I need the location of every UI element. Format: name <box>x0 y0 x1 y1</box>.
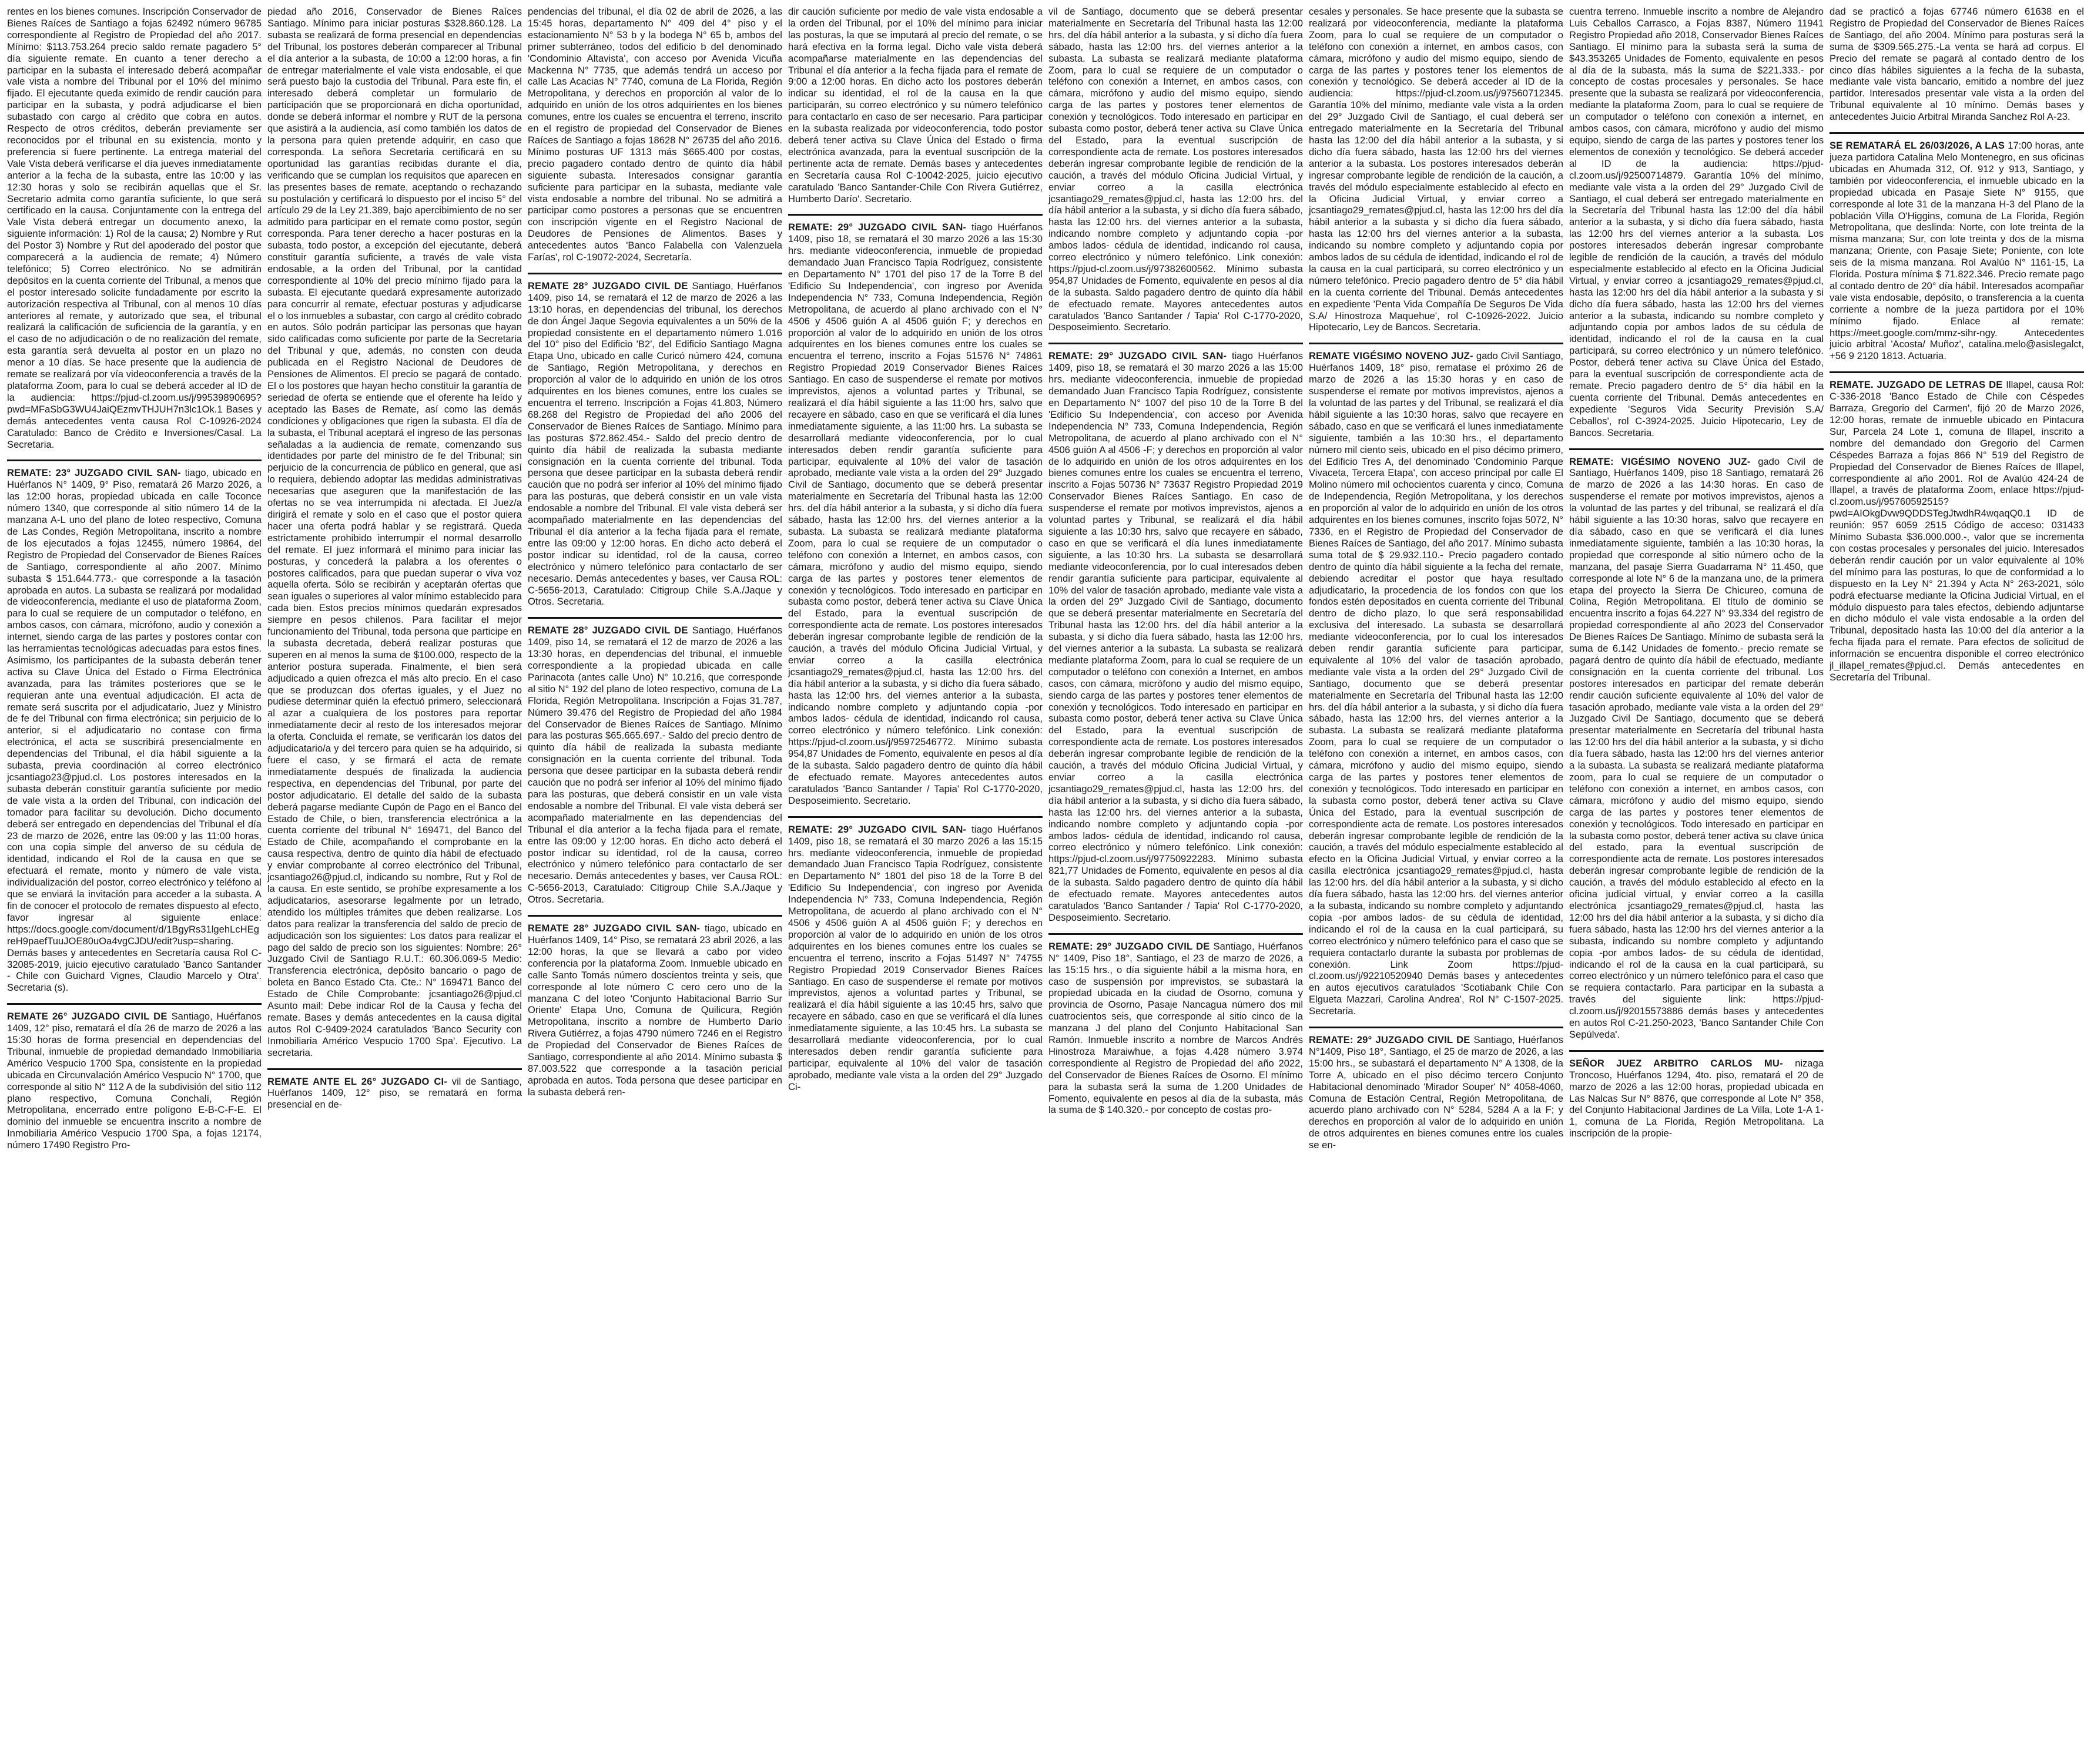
notice-divider <box>1830 132 2084 134</box>
notice-text <box>1309 350 1563 1017</box>
column-5 <box>1048 6 1303 1763</box>
notice-text <box>1830 140 2084 362</box>
notice-text <box>528 6 782 263</box>
auction-notice <box>788 214 1043 806</box>
column-4 <box>788 6 1043 1763</box>
auction-notice <box>267 1068 522 1111</box>
notice-heading: REMATE: 29° JUZGADO CIVIL SAN- <box>788 222 971 233</box>
column-2 <box>267 6 522 1763</box>
notice-divider <box>267 1068 522 1070</box>
notice-text <box>1309 1034 1563 1151</box>
auction-notice <box>1048 933 1303 1116</box>
auction-notice <box>1569 448 1824 1041</box>
auction-notice <box>528 617 782 906</box>
notice-text <box>1830 379 2084 683</box>
notice-divider <box>528 617 782 619</box>
column-1 <box>7 6 262 1763</box>
notice-divider <box>528 915 782 917</box>
notice-heading: REMATE: 23° JUZGADO CIVIL SAN- <box>7 467 185 479</box>
notice-text <box>788 222 1043 806</box>
notice-heading: SEÑOR JUEZ ARBITRO CARLOS MU- <box>1569 1057 1795 1069</box>
column-8 <box>1830 6 2084 1763</box>
notice-body: nizaga Troncoso, Huérfanos 1294, 4to. piso, rematará el 20 de marzo de 2026 a las 12:00 horas, propiedad ubicada en Las Nalcas Sur N° 8876, que corresponde al Lote N° 358, del Conjunto Habitacional Jardines de La Villa, Lote 1-A 1-1, comuna de La Florida, Región Metropolitana. La inscripción de la propie- <box>1569 1057 1824 1139</box>
auction-notice <box>528 915 782 1098</box>
notice-heading: REMATE ANTE EL 26° JUZGADO CI- <box>267 1075 452 1087</box>
notice-divider <box>1048 933 1303 935</box>
notice-text <box>7 467 262 994</box>
notice-text <box>1830 6 2084 123</box>
notice-body: Santiago, Huérfanos 1409, piso 14, se rematará el 12 de marzo de 2026 a las 13:10 horas, en dependencias del tribunal, los derechos de don Ángel Jaque Segovia equivalentes a un 50% de la propiedad consistente en el departamento número 1.016 del 10° piso del Edificio 'B2', del Edificio Santiago Magna Etapa Uno, ubicado en calle Curicó número 424, comuna de Santiago, Región Metropolitana, y derechos en proporción al valor de lo adquirido en unión de los otros adquirentes en los bienes comunes, entre los cuales se encuentra el terreno. Inscripción a Fojas 41.803, Número 68.268 del Registro de Propiedad del año 2006 del Conservador de Bienes Raíces de Santiago. Mínimo para las posturas $72.862.454.- Saldo del precio dentro de quinto día hábil de realizada la subasta mediante consignación en la cuenta corriente del tribunal. Toda persona que desee participar en la subasta deberá rendir caución que no podrá ser inferior al 10% del mínimo fijado para las posturas, que deberá consistir en un vale vista endosable a nombre del Tribunal. El vale vista deberá ser acompañado materialmente en las dependencias del Tribunal el día anterior a la fecha fijada para el remate, entre las 09:00 y 12:00 horas. En dicho acto deberá el postor indicar su identidad, rol de la causa, correo electrónico y número telefónico para contactarlo de ser necesario. Demás antecedentes y bases, ver Causa ROL: C-5656-2013, Caratulado: Citigroup Chile S.A./Jaque y Otros. Secretaria. <box>528 280 782 608</box>
auction-notice <box>788 816 1043 1093</box>
notice-heading: REMATE: 29° JUZGADO CIVIL SAN- <box>1048 350 1232 362</box>
auction-notice <box>7 460 262 994</box>
auction-notice <box>1569 6 1824 439</box>
notice-divider <box>788 214 1043 216</box>
notice-text <box>1048 6 1303 333</box>
notice-body: tiago Huérfanos 1409, piso 18, se rematará el 30 marzo 2026 a las 15:15 hrs. mediante videoconferencia, inmueble de propiedad demandado Juan Francisco Tapia Rodríguez, consistente en Departamento N° 1801 del piso 18 de la Torre B del 'Edificio Su Independencia', con ingreso por Avenida Independencia N° 733, Comuna Independencia, Región Metropolitana, de acuerdo al plano archivado con el N° 4506 y 4506 guión A al 4506 guión F; y derechos en proporción al valor de lo adquirido en unión de los otros adquirentes en los bienes comunes entre los cuales se encuentra el terreno, inscrito a Fojas 51497 N° 74755 Registro Propiedad 2019 Conservador Bienes Raíces Santiago. En caso de suspenderse el remate por motivos imprevistos, ajenos a voluntad partes y Tribunal, se realizará el día hábil siguiente a las 10:45 hrs, salvo que recayere en sábado, caso en que se verificará el día lunes inmediatamente siguiente, a las 10:45 hrs. La subasta se desarrollará mediante videoconferencia, por lo cual interesados deben rendir garantía suficiente para participar, equivalente al 10% del valor de tasación aprobado, mediante vale vista a la orden del 29° Juzgado Ci- <box>788 823 1043 1092</box>
auction-notice <box>1048 6 1303 333</box>
auction-notice <box>788 6 1043 204</box>
notice-divider <box>7 460 262 461</box>
notice-heading: REMATE 26° JUZGADO CIVIL DE <box>7 1011 172 1022</box>
notice-text <box>267 1076 522 1111</box>
notice-body: cesales y personales. Se hace presente que la subasta se realizará por videoconferencia, mediante la plataforma Zoom, para lo cual se requiere de un computador o teléfono con conexión a internet, en ambos casos, con cámara, micrófono y audio del mismo equipo, siendo de carga de las partes y postores tener los elementos de conexión y tecnológico. Se deberá acceder al ID de la audiencia: https://pjud-cl.zoom.us/j/97560712345. Garantía 10% del mínimo, mediante vale vista a la orden del 29° Juzgado Civil de Santiago, el cual deberá ser entregado materialmente en la Secretaría del Tribunal hasta las 12:00 del día hábil anterior a la subasta, y si dicho día fuera sábado, hasta las 12:00 hrs del viernes anterior a la subasta. Los postores interesados deberán ingresar comprobante legible de rendición de la caución, a través del módulo especialmente establecido al efecto en la Oficina Judicial Virtual, y enviar correo a jcsantiago29_remates@pjud.cl, hasta las 12:00 hrs del día hábil anterior a la subasta y si dicho día fuera sábado, hasta las 12:00 hrs del viernes anterior a la subasta, indicando su nombre completo y adjuntando copia por ambos lados de su cédula de identidad, indicando el rol de la causa en la cual participará, su correo electrónico y un número telefónico. Precio pagadero dentro de 5° día hábil en la cuenta corriente del Tribunal. Demás antecedentes en expediente 'Penta Vida Compañía De Seguros De Vida S.A/ Hinostroza Maquehue', rol C-10926-2022. Juicio Hipotecario, Ley de Bancos. Secretaria. <box>1309 6 1563 333</box>
auction-notice <box>267 6 522 1059</box>
auction-notice <box>528 273 782 608</box>
auction-notice <box>1830 371 2084 683</box>
notice-body: tiago, ubicado en Huérfanos 1409, 14° Piso, se rematará 23 abril 2026, a las 12:00 horas, la que se llevará a cabo por video conferencia por la plataforma Zoom. Inmueble ubicado en calle Santo Tomás número doscientos treinta y seis, que corresponde al lote número C cero cero uno de la manzana C del loteo 'Conjunto Habitacional Barrio Sur Oriente' Etapa Uno, Comuna de Quilicura, Región Metropolitana, inscrito a nombre de Humberto Darío Rivera Gutiérrez, a fojas 4790 número 7246 en el Registro de Propiedad del Conservador de Bienes Raíces de Santiago, correspondiente al año 2014. Mínimo subasta $ 87.003.522 que corresponde a la tasación pericial aprobada en autos. Toda persona que desee participar en la subasta deberá ren- <box>528 923 782 1098</box>
notice-body: vil de Santiago, Huérfanos 1409, 12° piso, se rematará en forma presencial en de- <box>267 1075 522 1111</box>
auction-notice <box>1569 1050 1824 1139</box>
notice-divider <box>7 1003 262 1005</box>
notice-heading: REMATE: 29° JUZGADO CIVIL DE <box>1309 1034 1474 1046</box>
auction-notice <box>1309 6 1563 333</box>
notice-text <box>7 6 262 450</box>
notice-body: gado Civil Santiago, Huérfanos 1409, 18° piso, rematase el próximo 26 de marzo de 2026 a las 15:30 horas y en caso de suspenderse el remate por motivos imprevistos, ajenos a la voluntad de las partes y del Tribunal, se realizará el día hábil siguiente a las 10:30 horas, salvo que recayere en sábado, caso en que se verificará el lunes inmediatamente siguiente, también a las 10:30 hrs., el departamento número mil ciento seis, ubicado en el piso décimo primero, del Edificio Tres A, del denominado 'Condominio Parque Vivaceta, Tercera Etapa', con acceso principal por calle El Molino número mil ochocientos cuarenta y cinco, Comuna de Independencia, Región Metropolitana, y los derechos en proporción al valor de lo adquirido en unión de los otros adquirentes en los bienes comunes, inscrito fojas 5072, N° 7336, en el Registro de Propiedad del Conservador de Bienes Raíces de Santiago, del año 2017. Mínimo subasta suma total de $ 29.932.110.- Precio pagadero contado dentro de quinto día hábil siguiente a la fecha del remate, debiendo acreditar el postor que haya resultado adjudicatario, la procedencia de los fondos con que los fondos estén depositados en cuenta corriente del Tribunal dentro de dicho plazo, lo que será responsabilidad exclusiva del interesado. La subasta se desarrollará mediante videoconferencia, por lo cual los interesados deben rendir garantía suficiente para participar, equivalente al 10% del valor de tasación aprobado, mediante vale vista a la orden del 29° Juzgado Civil de Santiago, documento que se deberá presentar materialmente en Secretaría del Tribunal hasta las 12:00 hrs. del día hábil anterior a la subasta, y si dicho día fuera sábado, hasta las 12:00 hrs. del viernes anterior a la subasta. La subasta se realizará mediante plataforma Zoom, para lo cual se requiere de un computador o teléfono con conexión a internet, en ambos casos, con cámara, micrófono y audio del mismo equipo, siendo carga de las partes y postores tener elementos de conexión y tecnológicos. Todo interesado en participar en la subasta como postor, deberá tener activa su Clave Única del Estado, para la eventual suscripción de correspondiente acta de remate. Los postores interesados deberán ingresar comprobante legible de rendición de la caución, a través del módulo especialmente establecido al efecto en la Oficina Judicial Virtual, y enviar correo a la casilla electrónica jcsantiago29_remates@pjud.cl, hasta las 12:00 hrs. del día hábil anterior a la subasta, y si dicho día fuera sábado, hasta las 12:00 hrs. del viernes anterior a la subasta, indicando su nombre completo y adjuntando copia -por ambos lados- de su cédula de identidad, indicando el rol de la causa en la cual participará, su correo electrónico y número telefónico para el caso que se requiera contactarlo durante la subasta por problemas de conexión. Link Zoom https://pjud-cl.zoom.us/j/92210520940 Demás bases y antecedentes en autos ejecutivos caratulados 'Scotiabank Chile Con Elgueta Mazzari, Carolina Andrea', Rol N° C-1507-2025. Secretaria. <box>1309 350 1563 1017</box>
notice-body: Santiago, Huérfanos 1409, piso 14, se rematará el 12 de marzo de 2026 a las 13:30 horas, en dependencias del tribunal, el inmueble correspondiente a la propiedad ubicada en calle Parinacota (antes calle Uno) N° 10.216, que corresponde al sitio N° 192 del plano de loteo respectivo, comuna de La Florida, Región Metropolitana. Inscripción a Fojas 31.787, Número 39.476 del Registro de Propiedad del año 1984 del Conservador de Bienes Raíces de Santiago. Mínimo para las posturas $65.665.697.- Saldo del precio dentro de quinto día hábil de realizada la subasta mediante consignación en la cuenta corriente del tribunal. Toda persona que desee participar en la subasta deberá rendir caución que no podrá ser inferior al 10% del mínimo fijado para las posturas, que deberá consistir en un vale vista endosable a nombre del Tribunal. El vale vista deberá ser acompañado materialmente en las dependencias del Tribunal el día anterior a la fecha fijada para el remate, entre las 09:00 y 12:00 horas. En dicho acto deberá el postor indicar su identidad, rol de la causa, correo electrónico y número telefónico para contactarlo de ser necesario. Demás antecedentes y bases, ver Causa ROL: C-5656-2013, Caratulado: Citigroup Chile S.A./Jaque y Otros. Secretaria. <box>528 625 782 906</box>
column-3 <box>528 6 782 1763</box>
notice-body: gado Civil de Santiago, Huérfanos 1409, piso 18 Santiago, rematará 26 de marzo de 2026 a las 14:30 horas. En caso de suspenderse el remate por motivos imprevistos, ajenos a la voluntad de las partes y del tribunal, se realizará el día hábil siguiente a las 10:30 horas, salvo que recayere en día sábado, caso en que se verificará el día lunes inmediatamente siguiente, también a las 10:30 horas, la propiedad que corresponde al sitio número ocho de la manzana, del pasaje Sierra Guadarrama N° 11.450, que corresponde al lote N° 6 de la manzana uno, de la primera etapa del proyecto la Sierra De Chicureo, comuna de Colina, Región Metropolitana. El título de dominio se encuentra inscrito a fojas 64.227 N° 93.334 del registro de propiedad correspondiente al año 2023 del Conservador De Bienes Raíces De Santiago. Mínimo de subasta será la suma de 6.142 Unidades de fomento.- precio remate se pagará dentro de quinto día hábil de efectuado, mediante consignación en la cuenta corriente del tribunal. Los postores interesados en participar del remate deberán rendir caución suficiente equivalente al 10% del valor de tasación aprobado, mediante vale vista a la orden del 29° Juzgado Civil De Santiago, documento que se deberá presentar materialmente en Secretaría del tribunal hasta las 12:00 hrs del día hábil anterior a la subasta, y si dicho día fuera sábado, hasta las 12:00 hrs del viernes anterior a la subasta. La subasta se realizará mediante plataforma zoom, para lo cual se requiere de un computador o teléfono con conexión a internet, en ambos casos, con cámara, micrófono y audio del mismo equipo, siendo carga de las partes y postores tener elementos de conexión y tecnológicos. Todo interesado en participar en la subasta como postor, deberá tener activa su clave única del estado, para la eventual suscripción de correspondiente acta de remate. Los postores interesados deberán ingresar comprobante legible de rendición de la caución, a través del módulo establecido al efecto en la oficina judicial virtual, y enviar correo a la casilla electrónica jcsantiago29_remates@pjud.cl, hasta las 12:00 hrs del día hábil anterior a la subasta, y si dicho día fuera sábado, hasta las 12:00 hrs del viernes anterior a la subasta, indicando su nombre completo y adjuntando copia -por ambos lados- de su cédula de identidad, indicando el rol de la causa en la cual participará, su correo electrónico y un número telefónico para el caso que se requiera contactarlo. Para participar en la subasta a través del siguiente link: https://pjud-cl.zoom.us/j/92015573886 demás bases y antecedentes en autos Rol C-21.250-2023, 'Banco Santander Chile Con Sepúlveda'. <box>1569 455 1824 1040</box>
notice-heading: REMATE: VIGÉSIMO NOVENO JUZ- <box>1569 455 1758 467</box>
notice-text <box>267 6 522 1059</box>
notice-body: Santiago, Huérfanos N°1409, Piso 18°, Santiago, el 25 de marzo de 2026, a las 15:00 hrs., se subastará el departamento N° A 1308, de la Torre A, ubicado en el piso décimo tercero Conjunto Habitacional denominado 'Mirador Souper' N° 4058-4060, Comuna de Estación Central, Región Metropolitana, de acuerdo plano archivado con N° 5284, 5284 A a la F; y derechos en proporción al valor de lo adquirido en unión de otros adquirentes en bienes comunes entre los cuales se en- <box>1309 1034 1563 1151</box>
auction-notice <box>1309 343 1563 1017</box>
notice-body: cuentra terreno. Inmueble inscrito a nombre de Alejandro Luis Ceballos Carrasco, a Fojas 8387, Número 11941 Registro Propiedad año 2018, Conservador Bienes Raíces Santiago. El mínimo para la subasta será la suma de $43.353265 Unidades de Fomento, equivalente en pesos al día de la subasta, más la suma de $221.333.- por concepto de costas procesales y personales. Se hace presente que la subasta se realizará por videoconferencia, mediante la plataforma Zoom, para lo cual se requiere de un computador o teléfono con conexión a internet, en ambos casos, con cámara, micrófono y audio del mismo equipo, siendo de carga de las partes y postores tener los elementos de conexión y tecnológico. Se deberá acceder al ID de la audiencia: https://pjud-cl.zoom.us/j/92500714879. Garantía 10% del mínimo, mediante vale vista a la orden del 29° Juzgado Civil de Santiago, el cual deberá ser entregado materialmente en la Secretaría del Tribunal hasta las 12:00 del día hábil anterior a la subasta, y si dicho día fuera sábado, hasta las 12:00 hrs del viernes anterior a la subasta. Los postores interesados deberán ingresar comprobante legible de rendición de la caución, a través del módulo especialmente establecido al efecto en la Oficina Judicial Virtual, y enviar correo a jcsantiago29_remates@pjud.cl, hasta las 12:00 hrs del día hábil anterior a la subasta y si dicho día fuera sábado, hasta las 12:00 hrs del viernes anterior a la subasta, indicando su nombre completo y adjuntando copia por ambos lados de su cédula de identidad, indicando el rol de la causa en la cual participará, su correo electrónico y un número telefónico. Postor, deberá tener activa su Clave Única del Estado, para la eventual suscripción de correspondiente acta de remate. Precio pagadero dentro de 5° día hábil en la cuenta corriente del Tribunal. Demás antecedentes en expediente 'Seguros Vida Security Previsión S.A/ Ceballos', rol C-3924-2025. Juicio Hipotecario, Ley de Bancos. Secretaria. <box>1569 6 1824 438</box>
notice-text <box>1569 6 1824 439</box>
auction-notice <box>1830 132 2084 362</box>
notice-heading: REMATE 28° JUZGADO CIVIL SAN- <box>528 923 705 934</box>
notice-divider <box>1830 371 2084 373</box>
notice-heading: REMATE 28° JUZGADO CIVIL DE <box>528 280 692 291</box>
notice-text <box>528 625 782 906</box>
notice-divider <box>1569 448 1824 450</box>
notice-text <box>788 6 1043 204</box>
notice-body: tiago Huérfanos 1409, piso 18, se rematará el 30 marzo 2026 a las 15:30 hrs. mediante videoconferencia, inmueble de propiedad demandado Juan Francisco Tapia Rodríguez, consistente en Departamento N° 1701 del piso 17 de la Torre B del 'Edificio Su Independencia', con ingreso por Avenida Independencia N° 733, Comuna Independencia, Región Metropolitana, de acuerdo al plano archivado con el N° 4506 y 4506 guión A al 4506 guión F; y derechos en proporción al valor de lo adquirido en unión de los otros adquirentes en los bienes comunes entre los cuales se encuentra el terreno, inscrito a Fojas 51576 N° 74861 Registro Propiedad 2019 Conservador Bienes Raíces Santiago. En caso de suspenderse el remate por motivos imprevistos, ajenos a voluntad partes y Tribunal, se realizará el día hábil siguiente a las 11:00 hrs, salvo que recayere en sábado, caso en que se verificará el día lunes inmediatamente siguiente, a las 11:00 hrs. La subasta se desarrollará mediante videoconferencia, por lo cual interesados deben rendir garantía suficiente para participar, equivalente al 10% del valor de tasación aprobado, mediante vale vista a la orden del 29° Juzgado Civil de Santiago, documento que se deberá presentar materialmente en Secretaría del Tribunal hasta las 12:00 hrs. del día hábil anterior a la subasta, y si dicho día fuera sábado, hasta las 12:00 hrs. del viernes anterior a la subasta. La subasta se realizará mediante plataforma Zoom, para lo cual se requiere de un computador o teléfono con conexión a Internet, en ambos casos, con cámara, micrófono y audio del mismo equipo, siendo carga de las partes y postores tener elementos de conexión y tecnológicos. Todo interesado en participar en subasta como postor, deberá tener activa su Clave Única del Estado, para la eventual suscripción de correspondiente acta de remate. Los postores interesados deberán ingresar comprobante legible de rendición de la caución, a través del módulo Oficina Judicial Virtual, y enviar correo a la casilla electrónica jcsantiago29_remates@pjud.cl, hasta las 12:00 hrs. del día hábil anterior a la subasta, y si dicho día fuera sábado, hasta las 12:00 hrs. del viernes anterior a la subasta, indicando nombre completo y adjuntando copia -por ambos lados- cédula de identidad, indicando rol causa, correo electrónico y número telefónico. Link conexión: https://pjud-cl.zoom.us/j/95972546772. Mínimo subasta 954,87 Unidades de Fomento, equivalente en pesos al día de la subasta. Saldo pagadero dentro de quinto día hábil de efectuado remate. Mayores antecedentes autos caratulados 'Banco Santander / Tapia' Rol C-1770-2020, Desposeimiento. Secretario. <box>788 222 1043 806</box>
notice-heading: SE REMATARÁ EL 26/03/2026, A LAS <box>1830 140 2008 152</box>
column-6 <box>1309 6 1563 1763</box>
notice-divider <box>528 273 782 274</box>
notice-body: tiago, ubicado en Huérfanos N° 1409, 9° Piso, rematará 26 Marzo 2026, a las 12:00 horas, propiedad ubicada en calle Toconce número 1340, que corresponde al sitio número 14 de la manzana A-L uno del plano de loteo respectivo, Comuna de Las Condes, Región Metropolitana, inscrito a nombre de los ejecutados a fojas 12455, número 19864, del Registro de Propiedad del Conservador de Bienes Raíces de Santiago, correspondiente al año 2007. Mínimo subasta $ 151.644.773.- que corresponde a la tasación aprobada en autos. La subasta se realizará por modalidad de videoconferencia, mediante el uso de plataforma Zoom, para lo cual se requiere de un computador o teléfono, en ambos casos, con cámara, micrófono, audio y conexión a internet, siendo carga de las partes y postores contar con las herramientas tecnológicas adecuadas para estos fines. Asimismo, los participantes de la subasta deberán tener activa su Clave Única del Estado o Firma Electrónica avanzada, para las trámites posteriores que se le requieran ante una eventual adjudicación. El acta de remate será suscrita por el adjudicatario, Juez y Ministro de fe del Tribunal con firma electrónica; sin perjuicio de lo anterior, si el adjudicatario no contase con firma electrónica, el acta se suscribirá presencialmente en dependencias del Tribunal, el día hábil siguiente a la subasta, previa coordinación al correo electrónico jcsantiago23@pjud.cl. Los postores interesados en la subasta deberán constituir garantía suficiente por medio de vale vista a la orden del Tribunal, con indicación del tomador para facilitar su devolución. Dicho documento deberá ser entregado en dependencias del Tribunal el día 23 de marzo de 2026, entre las 09:00 y las 11:00 horas, con una copia simple del anverso de su cédula de identidad, indicando el Rol de la causa en que se efectuará el remate, monto y número de vale vista, individualización del postor, correo electrónico y teléfono al que se enviará la invitación para acceder a la subasta. A fin de conocer el protocolo de remates dispuesto al efecto, favor ingresar al siguiente enlace: https://docs.google.com/document/d/1BgyRs31lgehLcHEgreH9paefTuuJOE80uOa4vgCJDU/edit?usp=sharing. Demás bases y antecedentes en Secretaría causa Rol C-32085-2019, juicio ejecutivo caratulado 'Banco Santander - Chile con Guichard Vignes, Claudio Marcelo y Otra'. Secretaria (s). <box>7 467 262 994</box>
notice-text <box>1048 350 1303 923</box>
auction-notice <box>1309 1027 1563 1151</box>
notice-body: Illapel, causa Rol: C-336-2018 'Banco Estado de Chile con Céspedes Barraza, Gregorio del Carmen', fijó 20 de Marzo 2026, 12:00 horas, remate de inmueble ubicado en Pintacura Sur, Parcela 24 Lote 1, comuna de Illapel, inscrito a nombre del demandado don Gregorio del Carmen Céspedes Barraza a fojas 866 N° 519 del Registro de Propiedad del Conservador de Bienes Raíces de Illapel, correspondiente al año 2001. Rol de Avalúo 424-24 de Illapel, a través de plataforma Zoom, enlace https://pjud-cl.zoom.us/j/95760592515?pwd=AIOkgDvw9QDDSTegJtwdhR4wqaqQ0.1 ID de reunión: 957 6059 2515 Código de acceso: 031433 Mínimo Subasta $36.000.000.-, valor que se incrementa con costas procesales y personales del juicio. Interesados deberán rendir caución por un valor equivalente al 10% del mínimo para las posturas, lo que de conformidad a lo dispuesto en la Ley N° 21.394 y Acta N° 263-2021, sólo podrá efectuarse mediante la Oficina Judicial Virtual, en el módulo dispuesto para tales efectos, debiendo adjuntarse en dicho módulo el vale vista endosable a la orden del Tribunal, depositado hasta las 10:00 del día anterior a la fecha fijada para el remate. Para efectos de solicitud de información se encuentra disponible el correo electrónico jl_illapel_remates@pjud.cl. Demás antecedentes en Secretaría del Tribunal. <box>1830 379 2084 683</box>
notice-body: vil de Santiago, documento que se deberá presentar materialmente en Secretaría del Tribunal hasta las 12:00 hrs. del día hábil anterior a la subasta, y si dicho día fuera sábado, hasta las 12:00 hrs. del viernes anterior a la subasta. La subasta se realizará mediante plataforma Zoom, para lo cual se requiere de un computador o teléfono con conexión a Internet, en ambos casos, con cámara, micrófono y audio del mismo equipo, siendo carga de las partes y postores tener elementos de conexión y tecnológicos. Todo interesado en participar en subasta como postor, deberá tener activa su Clave Única del Estado, para la eventual suscripción de correspondiente acta de remate. Los postores interesados deberán ingresar comprobante legible de rendición de la caución, a través del módulo Oficina Judicial Virtual, y enviar correo a la casilla electrónica jcsantiago29_remates@pjud.cl, hasta las 12:00 hrs. del día hábil anterior a la subasta, y si dicho día fuera sábado, hasta las 12:00 hrs. del viernes anterior a la subasta, indicando nombre completo y adjuntando copia -por ambos lados- cédula de identidad, indicando rol causa, correo electrónico y número telefónico. Link conexión: https://pjud-cl.zoom.us/j/97382600562. Mínimo subasta 954,87 Unidades de Fomento, equivalente en pesos al día de la subasta. Saldo pagadero dentro de quinto día hábil de efectuado remate. Mayores antecedentes autos caratulados 'Banco Santander / Tapia' Rol C-1770-2020, Desposeimiento. Secretario. <box>1048 6 1303 333</box>
notice-body: 17:00 horas, ante jueza partidora Catalina Melo Montenegro, en sus oficinas ubicadas en Ahumada 312, Of. 912 y 913, Santiago, y también por videoconferencia, el inmueble ubicado en la propiedad ubicada en Pasaje Siete N° 9155, que corresponde al lote 31 de la manzana H-3 del Plano de la población Villa O'Higgins, comuna de La Florida, Región Metropolitana, que deslinda: Norte, con lote treinta de la misma manzana; Sur, con lote treinta y dos de la misma manzana; Oriente, con Pasaje Siete; Poniente, con lote seis de la misma manzana. Rol Avalúo N° 1161-15, La Florida. Postura mínima $ 71.822.346. Precio remate pago al contado dentro de 20° día hábil. Interesados acompañar vale vista endosable, depósito, o transferencia a la cuenta corriente a nombre de la jueza partidora por el 10% mínimo fijado. Enlace al remate: https://meet.google.com/mmz-sihr-ngy. Antecedentes juicio arbitral 'Acosta/ Muñoz', catalina.melo@asislegalct, +56 9 2120 1813. Actuaria. <box>1830 140 2084 362</box>
notice-body: dad se practicó a fojas 67746 número 61638 en el Registro de Propiedad del Conservador de Bienes Raíces de Santiago, del año 2004. Mínimo para posturas será la suma de $309.565.275.-La venta se hará ad corpus. El Precio del remate se pagará al contado dentro de los cinco días hábiles siguientes a la fecha de la subasta, mediante vale vista bancario, emitido a nombre del juez partidor. Interesados presentar vale vista a la orden del Tribunal equivalente al 10 mínimo. Demás bases y antecedentes Juicio Arbitral Miranda Sanchez Rol A-23. <box>1830 6 2084 123</box>
auction-notice <box>7 6 262 450</box>
notice-heading: REMATE: 29° JUZGADO CIVIL DE <box>1048 940 1214 952</box>
notice-body: rentes en los bienes comunes. Inscripción Conservador de Bienes Raíces de Santiago a fojas 62492 número 96785 correspondiente al Registro de Propiedad del año 2017. Mínimo: $113.753.264 precio saldo remate pagadero 5° día siguiente remate. En cuanto a tener derecho a participar en la subasta el interesado deberá acompañar vale vista a nombre del Tribunal por el 10% del mínimo fijado. El ejecutante queda eximido de rendir caución para participar en la subasta, y podrá adjudicarse el bien subastado con cargo al crédito que cobra en autos. Respecto de otros créditos, deberán previamente ser reconocidos por el tribunal en su existencia, monto y preferencia si fuere pertinente. La entrega material del Vale Vista deberá verificarse el día jueves inmediatamente anterior a la fecha de la subasta, entre las 10:00 y las 12:30 horas y solo se recibirán aquellas que el Sr. Secretario admita como garantía suficiente, lo que será certificado en la causa. Conjuntamente con la entrega del Vale Vista deberá entregar un documento anexo, la siguiente información: 1) Rol de la causa; 2) Nombre y Rut del Postor 3) Nombre y Rut del apoderado del postor que comparecerá a la audiencia de remate; 4) Número telefónico; 5) Correo electrónico. No se admitirán depósitos en la cuenta corriente del Tribunal, a menos que el postor interesado solicite fundadamente por escrito la autorización respectiva al Tribunal, con al menos 10 días anteriores al remate, y autorizado que sea, el tribunal realizará la calificación de suficiencia de la garantía, y en el caso de no adjudicación o de no realización del remate, esta garantía será devuelta al postor en un plazo no menor a 10 días. Se hace presente que la audiencia de remate se realizará por vía videoconferencia a través de la plataforma Zoom, para lo cual se deberá acceder al ID de la audiencia: https://pjud-cl.zoom.us/j/99539890695?pwd=MFaSbG3WU4JaiQEzmvTHJUH7n3lc1Ok.1 Bases y demás antecedentes venta causa Rol C-10926-2024 Caratulado: Banco de Crédito e Inversiones/Casal. La Secretaria. <box>7 6 262 450</box>
notice-body: tiago Huérfanos 1409, piso 18, se rematará el 30 marzo 2026 a las 15:00 hrs. mediante videoconferencia, inmueble de propiedad demandado Juan Francisco Tapia Rodríguez, consistente en Departamento N° 1007 del piso 10 de la Torre B del 'Edificio Su Independencia', con acceso por Avenida Independencia N° 733, Comuna Independencia, Región Metropolitana, de acuerdo al plano archivado con el N° 4506 guión A al 4506 -F; y derechos en proporción al valor de lo adquirido en unión de los otros adquirentes en los bienes comunes entre los cuales se encuentra el terreno, inscrito a Fojas 50736 N° 73637 Registro Propiedad 2019 Conservador Bienes Raíces Santiago. En caso de suspenderse el remate por motivos imprevistos, ajenos a voluntad partes y Tribunal, se realizará el día hábil siguiente a las 10:30 hrs, salvo que recayere en sábado, caso en que se verificará el día lunes inmediatamente siguiente, a las 10:30 hrs. La subasta se desarrollará mediante videoconferencia, por lo cual interesados deben rendir garantía suficiente para participar, equivalente al 10% del valor de tasación aprobado, mediante vale vista a la orden del 29° Juzgado Civil de Santiago, documento que se deberá presentar materialmente en Secretaría del Tribunal hasta las 12:00 hrs. del día hábil anterior a la subasta, y si dicho día fuera sábado, hasta las 12:00 hrs. del viernes anterior a la subasta. La subasta se realizará mediante plataforma Zoom, para lo cual se requiere de un computador o teléfono con conexión a Internet, en ambos casos, con cámara, micrófono y audio del mismo equipo, siendo carga de las partes y postores tener elementos de conexión y tecnológicos. Todo interesado en participar en subasta como postor, deberá tener activa su Clave Única del Estado, para la eventual suscripción de correspondiente acta de remate. Los postores interesados deberán ingresar comprobante legible de rendición de la caución, a través del módulo Oficina Judicial Virtual, y enviar correo a la casilla electrónica jcsantiago29_remates@pjud.cl, hasta las 12:00 hrs. del día hábil anterior a la subasta, y si dicho día fuera sábado, hasta las 12:00 hrs. del viernes anterior a la subasta, indicando nombre completo y adjuntando copia -por ambos lados- cédula de identidad, indicando rol causa, correo electrónico y número telefónico. Link conexión: https://pjud-cl.zoom.us/j/97750922283. Mínimo subasta 821,77 Unidades de Fomento, equivalente en pesos al día de la subasta. Saldo pagadero dentro de quinto día hábil de efectuado remate. Mayores antecedentes autos caratulados 'Banco Santander / Tapia' Rol C-1770-2020, Desposeimiento. Secretario. <box>1048 350 1303 923</box>
notice-body: dir caución suficiente por medio de vale vista endosable a la orden del Tribunal, por el 10% del mínimo para iniciar las posturas, la que se imputará al precio del remate, o se hará efectiva en la forma legal. Dicho vale vista deberá acompañarse materialmente en las dependencias del Tribunal el día anterior a la fecha fijada para el remate de 9:00 a 12:00 horas. En dicho acto los postores deberán indicar su identidad, el rol de la causa en la que participarán, su correo electrónico y su número telefónico para contactarlo en caso de ser necesario. Para participar en la subasta realizada por videoconferencia, todo postor deberá tener activa su Clave Única del Estado o firma electrónica avanzada, para la eventual suscripción de la pertinente acta de remate. Demás bases y antecedentes en Secretaría causa Rol C-10042-2025, juicio ejecutivo caratulado 'Banco Santander-Chile Con Rivera Gutiérrez, Humberto Darío'. Secretario. <box>788 6 1043 204</box>
notice-body: Santiago, Huérfanos N° 1409, Piso 18°, Santiago, el 23 de marzo de 2026, a las 15:15 hrs., o día siguiente hábil a la misma hora, en caso de suspensión por imprevistos, se subastará la propiedad ubicada en la ciudad de Osorno, comuna y provincia de Osorno, Pasaje Nancagua número dos mil cuatrocientos seis, que corresponde al sitio cinco de la manzana J del plano del Conjunto Habitacional San Ramón. Inmueble inscrito a nombre de Marcos Andrés Hinostroza Maraiwhue, a fojas 4.428 número 3.974 correspondiente al Registro de Propiedad del año 2022, del Conservador de Bienes Raíces de Osorno. El mínimo para la subasta será la suma de 1.200 Unidades de Fomento, equivalente en pesos al día de la subasta, más la suma de $ 140.320.- por concepto de costas pro- <box>1048 940 1303 1116</box>
notice-divider <box>1309 1027 1563 1028</box>
auction-notice <box>7 1003 262 1151</box>
notice-divider <box>1048 343 1303 344</box>
notice-heading: REMATE: 29° JUZGADO CIVIL SAN- <box>788 823 971 835</box>
column-7 <box>1569 6 1824 1763</box>
notice-text <box>1309 6 1563 333</box>
notice-body: Santiago, Huérfanos 1409, 12° piso, rematará el día 26 de marzo de 2026 a las 15:30 horas de forma presencial en dependencias del Tribunal, inmueble de propiedad demandado Inmobiliaria Américo Vespucio 1700 Spa, consistente en la propiedad ubicada en Circunvalación Américo Vespucio N° 1700, que corresponde al sitio N° 112 A de la subdivisión del sitio 112 plano respectivo, Comuna Conchalí, Región Metropolitana, encerrado entre polígono E-B-C-F-E. El dominio del inmueble se encuentra inscrito a nombre de Inmobiliaria Américo Vespucio 1700 Spa, a fojas 12174, número 17490 Registro Pro- <box>7 1011 262 1151</box>
notice-body: pendencias del tribunal, el día 02 de abril de 2026, a las 15:45 horas, departamento N° 409 del 4° piso y el estacionamiento N° 53 b y la bodega N° 65 b, ambos del primer subterráneo, todos del edificio b del denominado 'Condominio Altavista', con acceso por Avenida Vicuña Mackenna N° 7735, que además tendrá un acceso por calle Las Acacias N° 7740, comuna de La Florida, Región Metropolitana, y derechos en proporción al valor de lo adquirido en unión de los otros adquirientes en los bienes comunes, entre los cuales se encuentra el terreno, inscrito en el registro de propiedad del Conservador de Bienes Raíces de Santiago a fojas 18628 N° 26735 del año 2016. Mínimo posturas UF 1313 más $665.400 por costas, precio pagadero contado dentro de quinto día hábil siguiente subasta. Interesados consignar garantía suficiente para participar en la subasta, mediante vale vista endosable a nombre del tribunal. No se admitirá a participar como postores a personas que se encuentren con inscripción vigente en el Registro Nacional de Deudores de Pensiones de Alimentos. Bases y antecedentes autos 'Banco Falabella con Valenzuela Farías', rol C-19072-2024, Secretaría. <box>528 6 782 263</box>
auction-notice <box>1830 6 2084 123</box>
notice-divider <box>1569 1050 1824 1052</box>
notice-text <box>528 280 782 608</box>
notice-heading: REMATE 28° JUZGADO CIVIL DE <box>528 625 692 636</box>
notice-text <box>1569 456 1824 1041</box>
notice-heading: REMATE VIGÉSIMO NOVENO JUZ- <box>1309 350 1476 362</box>
notice-body: piedad año 2016, Conservador de Bienes Raíces Santiago. Mínimo para iniciar posturas $328.860.128. La subasta se realizará de forma presencial en dependencias del Tribunal, los postores deberán comparecer al Tribunal el día anterior a la subasta, de 10:00 a 12:00 horas, a fin de entregar materialmente el vale vista endosable, el que será puesto bajo la custodia del Tribunal. Para este fin, el interesado deberá completar un formulario de participación que se proporcionará en dicha oportunidad, donde se deberá informar el nombre y RUT de la persona que asistirá a la audiencia, así como también los datos de la persona para quien pretende adquirir, en caso que corresponda. La señora Secretaria certificará en su oportunidad las garantías recibidas durante el día, verificando que se cumplan los requisitos que aparecen en las presentes bases de remate, aceptando o rechazando su postulación y certificará lo dispuesto por el inciso 5° del artículo 29 de la Ley 21.389, bajo apercibimiento de no ser admitido para participar en el remate como postor, según corresponda. Para tener derecho a hacer posturas en la subasta, todo postor, a excepción del ejecutante, deberá constituir garantía suficiente, a través de vale vista endosable, a la orden del Tribunal, por la cantidad correspondiente al 10% del precio mínimo fijado para la subasta. El ejecutante quedará expresamente autorizado para concurrir al remate, efectuar posturas y adjudicarse el o los inmuebles a subastar, con cargo al crédito cobrado en autos. Sólo podrán participar las personas que hayan sido calificadas como suficiente por parte de la Secretaria del Tribunal y que, además, no consten con deuda publicada en el Registro Nacional de Deudores de Pensiones de Alimentos. El precio se pagará de contado. El o los postores que hayan hecho constituir la garantía de seriedad de oferta se entiende que el oferente ha leído y aceptado las Bases de Remate, así como las demás condiciones y obligaciones que rigen la subasta. El día de la subasta, el Tribunal aceptará el ingreso de las personas señaladas a la audiencia de remate, comenzando sus identidades por parte del ministro de fe del Tribunal; sin perjuicio de la concurrencia de público en general, que así lo requiera, debiendo adoptar las medidas administrativas necesarias que aseguren que la manifestación de las ofertas no se vea interrumpida ni afectada. El Juez/a dirigirá el remate y solo en el caso que el postor quiera hacer una oferta podrá hablar y se registrará. Queda estrictamente prohibido interrumpir el normal desarrollo del remate. El juez informará el mínimo para iniciar las posturas, y concederá la palabra a los oferentes o postores calificados, para que puedan superar o viva voz aquella oferta. Sólo se recibirán y aceptarán ofertas que sean iguales o superiores al valor mínimo establecido para cada bien. Estos precios mínimos quedarán expresados siempre en pesos chilenos. Para facilitar el mejor funcionamiento del Tribunal, toda persona que participe en la subasta decretada, deberá realizar posturas que superen en al menos la suma de $100.000, respecto de la anterior postura superada. Finalmente, el bien será adjudicado a quien ofrezca el más alto precio. En el caso que se produzcan dos ofertas iguales, y el Juez no pudiese determinar quién la efectuó primero, seleccionará al azar a cualquiera de los postores para reportar inmediatamente decir al resto de los interesados mejorar la oferta. Concluida el remate, se verificarán los datos del adjudicatario/a y del tercero para quien se ha adquirido, si fuere el caso, y se firmará el acta de remate inmediatamente después de finalizada la audiencia respectiva, en dependencias del Tribunal, por parte del postor adjudicatario. El detalle del saldo de la subasta deberá pagarse mediante Cupón de Pago en el Banco del Estado de Chile, o bien, transferencia electrónica a la cuenta corriente del tribunal N° 169471, del Banco del Estado de Chile, acompañando el comprobante en la causa respectiva, dentro de quinto día hábil de efectuado y enviar comprobante al correo electrónico del Tribunal, jcsantiago26@pjud.cl, indicando su nombre, Rut y Rol de la causa. En este sentido, se prohíbe expresamente a los adjudicatarios, asesorarse legalmente por un letrado, atendido los múltiples trámites que deben realizarse. Los datos para realizar la transferencia del saldo de precio de adjudicación son los siguientes: Los datos para realizar el pago del saldo de precio son los siguientes: Nombre: 26° Juzgado Civil de Santiago R.U.T.: 60.306.069-5 Medio: Transferencia electrónica, depósito bancario o pago de boleta en Banco Estado Cta. Cte.: N° 169471 Banco del Estado de Chile Comprobante: jcsantiago26@pjud.cl Asunto mail: Debe indicar Rol de la Causa y fecha del remate. Bases y demás antecedentes en la causa digital autos Rol C-9409-2024 caratulados 'Banco Security con Inmobiliaria Américo Vespucio 1700 Spa'. Ejecutivo. La secretaria. <box>267 6 522 1058</box>
notice-text <box>1048 941 1303 1116</box>
notice-text <box>788 824 1043 1093</box>
notice-divider <box>788 816 1043 818</box>
notice-divider <box>1309 343 1563 344</box>
auction-notice <box>1048 343 1303 923</box>
auction-notice <box>528 6 782 263</box>
notice-text <box>1569 1058 1824 1139</box>
notice-text <box>7 1011 262 1151</box>
notice-heading: REMATE. JUZGADO DE LETRAS DE <box>1830 379 2006 391</box>
notice-text <box>528 923 782 1098</box>
